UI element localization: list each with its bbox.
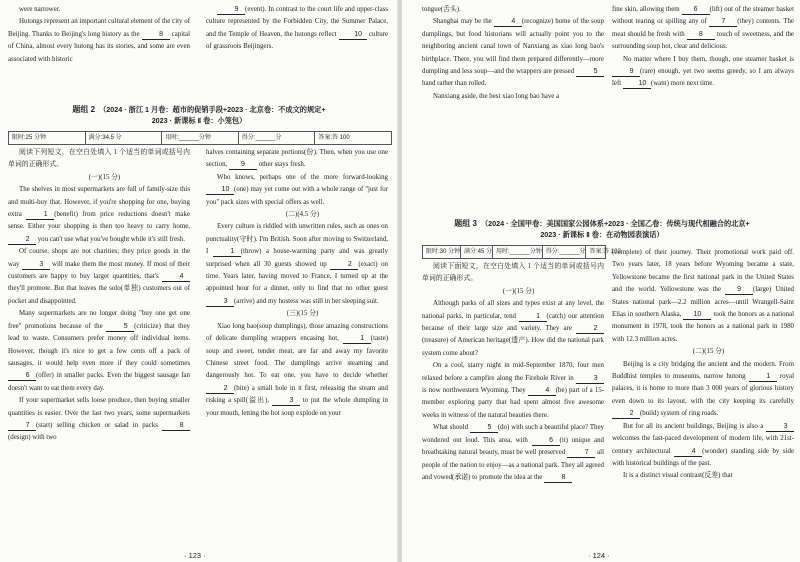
answer-blank[interactable]: 4 (528, 386, 556, 396)
paragraph: Hutongs represent an important cultural element of the city of Beijing. Thanks to Beijing's long history as the 8 capital of China, almost every hutong has its stories, and some are even associated with historic (8, 18, 190, 63)
info-cell: 答案:答 102 (589, 249, 621, 255)
left-col-1-main (8, 147, 190, 445)
answer-blank[interactable]: 3 (766, 422, 794, 432)
answer-blank[interactable]: 7 (8, 421, 36, 431)
right-col-1-main (422, 261, 604, 484)
page-number: · 124 · (588, 551, 610, 560)
answer-blank[interactable]: 4 (162, 272, 190, 282)
paragraph: It is a distinct visual contrast(反差) that (623, 472, 733, 480)
right-page (402, 0, 800, 562)
paragraph: fine skin, allowing them 6 (lift) out of the steamer basket without tearing or spilling any of 7 (they) contents. The meat should be fresh with 8 touch of sweetness, and the surrounding soup hot, clear and delicious. (612, 6, 794, 51)
info-cell: 满分:45 分 (461, 246, 493, 258)
info-cell: 得分:______分 (239, 132, 316, 144)
paragraph: What should 5 (do) with such a beautiful place? They wondered out loud. This area, with 6 (it) unique and breathtaking natural beauty, must be well preserved 7 all people of the nation to enjoy—as a national park. They all agreed and vowed(承诺) to promote the idea at the 8 (422, 424, 605, 481)
answer-blank[interactable]: 8 (142, 30, 170, 40)
answer-blank[interactable]: 4 (674, 447, 702, 457)
left-col-1-top (8, 4, 190, 66)
answer-blank[interactable]: 2 (330, 260, 358, 270)
section-heading: (二)(15 分) (692, 348, 725, 356)
question-info-bar (8, 131, 392, 145)
answer-blank[interactable]: 10 (206, 185, 234, 195)
paragraph: 9 (event). In contrast to the court life and upper-class culture represented by the Forbidden City, the Summer Palace, and the Temple of Heaven, the hutongs reflect 10 culture of grassroots Beijingers. (206, 6, 388, 51)
paragraph: But for all its ancient buildings, Beijing is also a 3 welcomes the fast-paced development of modern life, with 21st-century architectural 4 (wonder) standing side by side with historical buildings of the past. (612, 422, 794, 467)
answer-blank[interactable]: 3 (576, 374, 604, 384)
paragraph: (complete) of their journey. Their promotional work paid off. Two years later, 18 years before Wyoming became a state, Yellowstone became the first national park in the United States and the world. Yellowstone was the 9 (large) United States national park—2.2 million acres—until Wrangell-Saint Elias in southern Alaska, 10 took the honors as a national monument in 1978, took the honors as a national park in 1980 with 12.3 million acres. (612, 249, 794, 343)
right-col-2-main (612, 247, 794, 483)
answer-blank[interactable]: 6 (682, 5, 710, 15)
paragraph: On a cool, starry night in mid-September 1870, four men relaxed before a campfire along the Firehole River in 3 is now northwestern Wyoming. They 4 (be) part of a 15-member exploring party that had spent almost five awesome weeks in witness of the natural beauties there. (422, 362, 604, 419)
paragraph: The shelves in most supermarkets are full of family-size this and multi-buy that. However, if you're shopping for one, buying extra 1 (benefit) from price reductions doesn't make sense. Either your shopping is then too heavy to carry home, 2 you can't use what you've bought while it's still fresh. (8, 186, 190, 243)
answer-blank[interactable]: 8 (162, 421, 190, 431)
question-group-sources: （2024 · 浙江 1 月卷：超市的促销手段+2023 · 北京卷：不成文的规定+ (99, 105, 326, 114)
answer-blank[interactable]: 5 (576, 67, 604, 77)
answer-blank[interactable]: 2 (206, 384, 234, 394)
question-group-sources-line2: 2023 · 新课标 Ⅱ 卷：小笼包） (151, 116, 247, 125)
question-group-title: 题组 2 (72, 105, 96, 114)
answer-blank[interactable]: 1 (343, 334, 371, 344)
question-info-bar (422, 245, 621, 259)
section-heading: (一)(15 分) (88, 173, 121, 181)
section-heading: (一)(15 分) (502, 287, 535, 295)
left-col-2-main (206, 147, 388, 420)
answer-blank[interactable]: 3 (272, 396, 300, 406)
info-cell: 限时:25 分钟 (9, 132, 86, 144)
answer-blank[interactable]: 5 (106, 322, 134, 332)
answer-blank[interactable]: 1 (749, 372, 777, 382)
info-cell: 限时:30 分钟 (423, 246, 461, 258)
section-heading: (三)(15 分) (286, 310, 319, 318)
answer-blank[interactable]: 2 (8, 235, 36, 245)
paragraph: Of course, shops are not charities; they price goods in the way 3 will make them the most money. If most of their customers are happy to buy larger quantities, that's 4 they'll promote. But that leaves the solo(单独) customers out of pocket and disappointed. (8, 248, 190, 305)
answer-blank[interactable]: 9 (217, 5, 245, 15)
answer-blank[interactable]: 10 (623, 79, 651, 89)
info-cell: 用时:______分钟 (162, 132, 239, 144)
question-group-title: 题组 3 (454, 219, 477, 228)
paragraph: If your supermarket sells loose produce, then buying smaller quantities is easier. Over the last two years, some supermarkets 7 (start) selling chicken or salad in packs 8(design) with two (8, 397, 190, 442)
answer-blank[interactable]: 1 (26, 210, 54, 220)
info-cell: 用时:______分钟 (493, 246, 543, 258)
answer-blank[interactable]: 9 (229, 160, 257, 170)
paragraph: Nanxiang aside, the best xiao long bao have a (433, 92, 560, 100)
answer-blank[interactable]: 1 (519, 312, 547, 322)
left-page (0, 0, 398, 562)
question-group-sources-line2: 2023 · 新课标 Ⅱ 卷：在动物园表演话） (540, 230, 664, 239)
paragraph: were narrower. (19, 6, 61, 13)
answer-blank[interactable]: 7 (709, 17, 737, 27)
answer-blank[interactable]: 1 (213, 247, 241, 257)
question-group-sources: （2024 · 全国甲卷：美国国家公园体系+2023 · 全国乙卷：传统与现代相融合的北京+ (480, 219, 750, 228)
paragraph: 阅读下列短文，在空白处填入 1 个适当的单词或括号内单词的正确形式。 (8, 149, 190, 169)
paragraph: halves containing separate portions(份). Then, when you use one section, 9 other stays fresh. (206, 149, 388, 169)
answer-blank[interactable]: 3 (22, 260, 50, 270)
info-cell: 答案:答 100 (318, 135, 350, 141)
answer-blank[interactable]: 5 (470, 423, 498, 433)
paragraph: 阅读下面短文，在空白处填入 1 个适当的单词或括号内单词的正确形式。 (422, 263, 604, 283)
info-cell: 满分:34.5 分 (86, 132, 163, 144)
paragraph: Xiao long bao(soup dumplings), those amazing constructions of delicate dumpling wrappers encasing hot, 1 (taste) soup and sweet, tender meat, are far and away my favorite Chinese street food. The dumplings arrive steaming and dangerously hot. To eat one, you have to decide whether 2 (bite) a small hole in it first, releasing the steam and risking a spill(溢出), 3 to put the whole dumpling in your mouth, letting the hot soup explode on your (206, 322, 388, 417)
paragraph: No matter where I buy them, though, one steamer basket is 9 (rare) enough, yet two seems greedy, so I am always left 10 (want) more next time. (612, 55, 794, 88)
answer-blank[interactable]: 9 (612, 67, 640, 77)
answer-blank[interactable]: 7 (567, 448, 595, 458)
paragraph: Every culture is riddled with unwritten rules, such as ones on punctuality(守时). I'm British. Soon after moving to Switzerland, I 1 (throw) a house-warming party and was greatly surprised when all 30 guests showed up 2 (exact) on time. Years later, having moved to France, I turned up at the appointed hour for a dinner, only to find that no other guest 3 (arrive) and my hostess was still in her sleeping suit. (206, 223, 388, 305)
right-col-1-top (422, 4, 604, 103)
paragraph: Although parks of all sizes and types exist at any level, the national parks, in particular, tend 1 (catch) our attention because of their large size and variety. They are 2(treasure) of American heritage(遗产). How did the national park system come about? (422, 300, 604, 357)
answer-blank[interactable]: 3 (206, 297, 234, 307)
paragraph: Beijing is a city bridging the ancient and the modern. From Buddhist temples to museums, narrow hutong 1 royal palaces, it is home to more than 3 000 years of glorious history even down to its layout, with the city keeping its carefully 2 (build) system of ring roads. (612, 360, 794, 418)
paragraph: tongue(舌头). (422, 6, 461, 13)
paragraph: Who knows, perhaps one of the more forward-looking 10 (one) may yet come out with a whole range of "just for you" pack sizes with special offers as well. (206, 173, 388, 206)
paragraph: Shanghai may be the 4 (recognize) home of the soup dumplings, but food historians will actually point you to the neighboring ancient canal town of Nanxiang as xiao long bao's birthplace. There, you will find them prepared differently—more dumpling and less soup—and the wrappers are pressed 5 hand rather than rolled. (422, 18, 605, 88)
answer-blank[interactable]: 9 (725, 285, 753, 295)
answer-blank[interactable]: 10 (339, 30, 367, 40)
left-col-2-top (206, 4, 388, 54)
paragraph: Many supermarkets are no longer doing "buy one get one free" promotions because of the 5 (criticize) that they lead to waste. Consumers prefer money off individual items. However, though it's nice to get a few cents off a pack of sausages, it would help even more if they could sometimes 6 (offer) in smaller packs. Even the biggest sausage fan doesn't want to eat them every day. (8, 310, 190, 392)
answer-blank[interactable]: 6 (532, 436, 560, 446)
answer-blank[interactable]: 2 (576, 324, 604, 334)
answer-blank[interactable]: 10 (683, 310, 711, 320)
answer-blank[interactable]: 6 (8, 371, 36, 381)
info-cell: 得分:______分 (543, 246, 587, 258)
answer-blank[interactable]: 8 (687, 30, 715, 40)
answer-blank[interactable]: 2 (612, 409, 640, 419)
question-group-3-heading (412, 218, 792, 240)
answer-blank[interactable]: 8 (544, 473, 572, 483)
question-group-2-heading (8, 104, 390, 126)
page-number: · 123 · (184, 551, 206, 560)
section-heading: (二)(4.5 分) (285, 211, 320, 219)
answer-blank[interactable]: 4 (494, 17, 522, 27)
right-col-2-top (612, 4, 794, 91)
